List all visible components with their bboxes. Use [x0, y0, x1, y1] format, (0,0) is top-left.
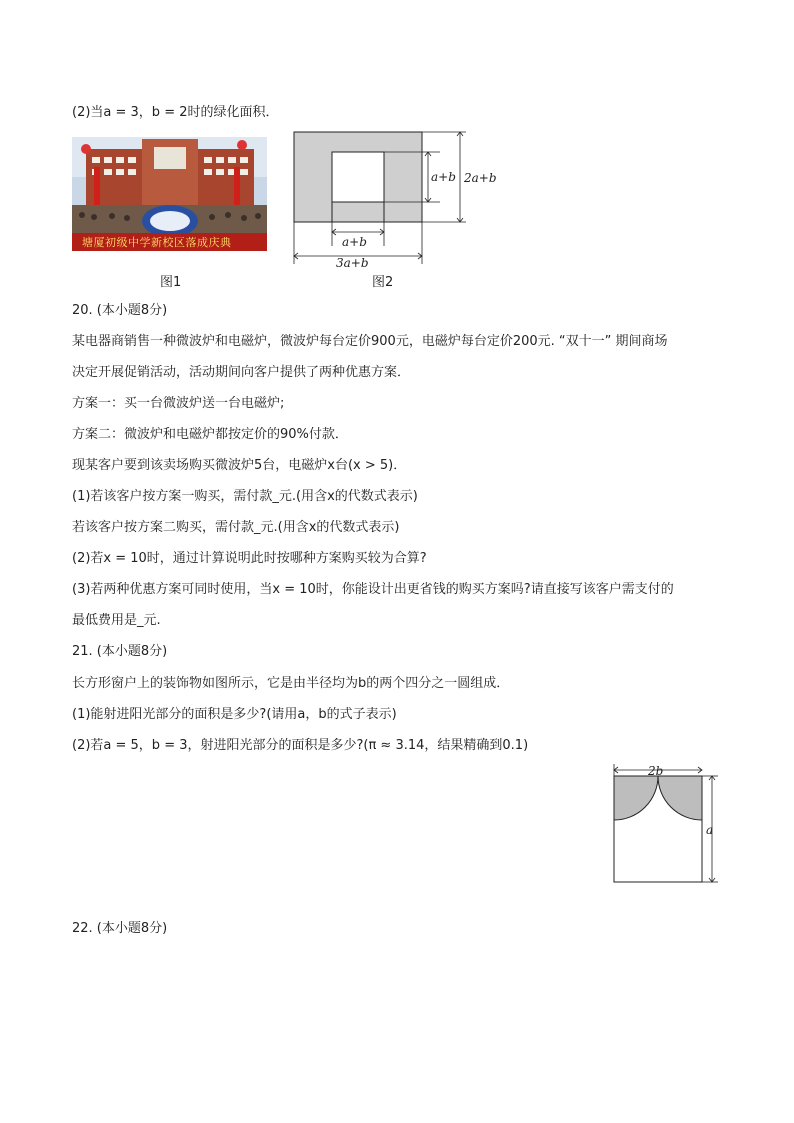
q20-line-8: (2)若x = 10时，通过计算说明此时按哪种方案购买较为合算? [72, 551, 427, 566]
label-height-a: a [706, 823, 714, 837]
figure2-caption: 图2 [372, 275, 394, 290]
figure1-caption: 图1 [160, 275, 182, 290]
figure2-diagram [290, 128, 510, 268]
q22-header: 22. (本小题8分) [72, 921, 168, 936]
campus-photo [72, 137, 267, 251]
q20-line-9: (3)若两种优惠方案可同时使用，当x = 10时，你能设计出更省钱的购买方案吗?请直接写该客户需支付的 [72, 582, 674, 597]
photo-banner-text: 塘厦初级中学新校区落成庆典 [82, 236, 232, 249]
left-quarter-circle [614, 776, 658, 820]
q19-part2-text: (2)当a = 3，b = 2时的绿化面积． [72, 105, 279, 120]
q20-line-3: 方案一：买一台微波炉送一台电磁炉; [72, 396, 285, 411]
q20-line-6: (1)若该客户按方案一购买，需付款_元.(用含x的代数式表示) [72, 489, 418, 504]
q20-header: 20. (本小题8分) [72, 303, 168, 318]
q21-line-1: 长方形窗户上的装饰物如图所示，它是由半径均为b的两个四分之一圆组成． [72, 676, 510, 691]
q21-line-3: (2)若a = 5，b = 3，射进阳光部分的面积是多少?(π ≈ 3.14，结果精确到0.1) [72, 738, 529, 753]
q21-line-2: (1)能射进阳光部分的面积是多少?(请用a，b的式子表示) [72, 707, 397, 722]
q20-line-1: 某电器商销售一种微波炉和电磁炉，微波炉每台定价900元，电磁炉每台定价200元. “双十一” 期间商场 [72, 334, 668, 349]
label-outer-height: 2a+b [464, 171, 497, 185]
right-quarter-circle [658, 776, 702, 820]
q20-line-10: 最低费用是_元. [72, 613, 161, 628]
label-width-2b: 2b [648, 764, 664, 778]
q20-line-7: 若该客户按方案二购买，需付款_元.(用含x的代数式表示) [72, 520, 400, 535]
photo-banner [72, 233, 267, 251]
q20-line-2: 决定开展促销活动，活动期间向客户提供了两种优惠方案． [72, 365, 411, 380]
label-inner-height: a+b [431, 170, 456, 184]
q20-line-4: 方案二：微波炉和电磁炉都按定价的90%付款． [72, 427, 348, 442]
label-inner-width: a+b [342, 235, 367, 249]
q20-line-5: 现某客户要到该卖场购买微波炉5台，电磁炉x台(x > 5)． [72, 458, 407, 473]
label-outer-width: 3a+b [336, 256, 369, 268]
window-diagram [608, 760, 728, 888]
q21-header: 21. (本小题8分) [72, 644, 168, 659]
